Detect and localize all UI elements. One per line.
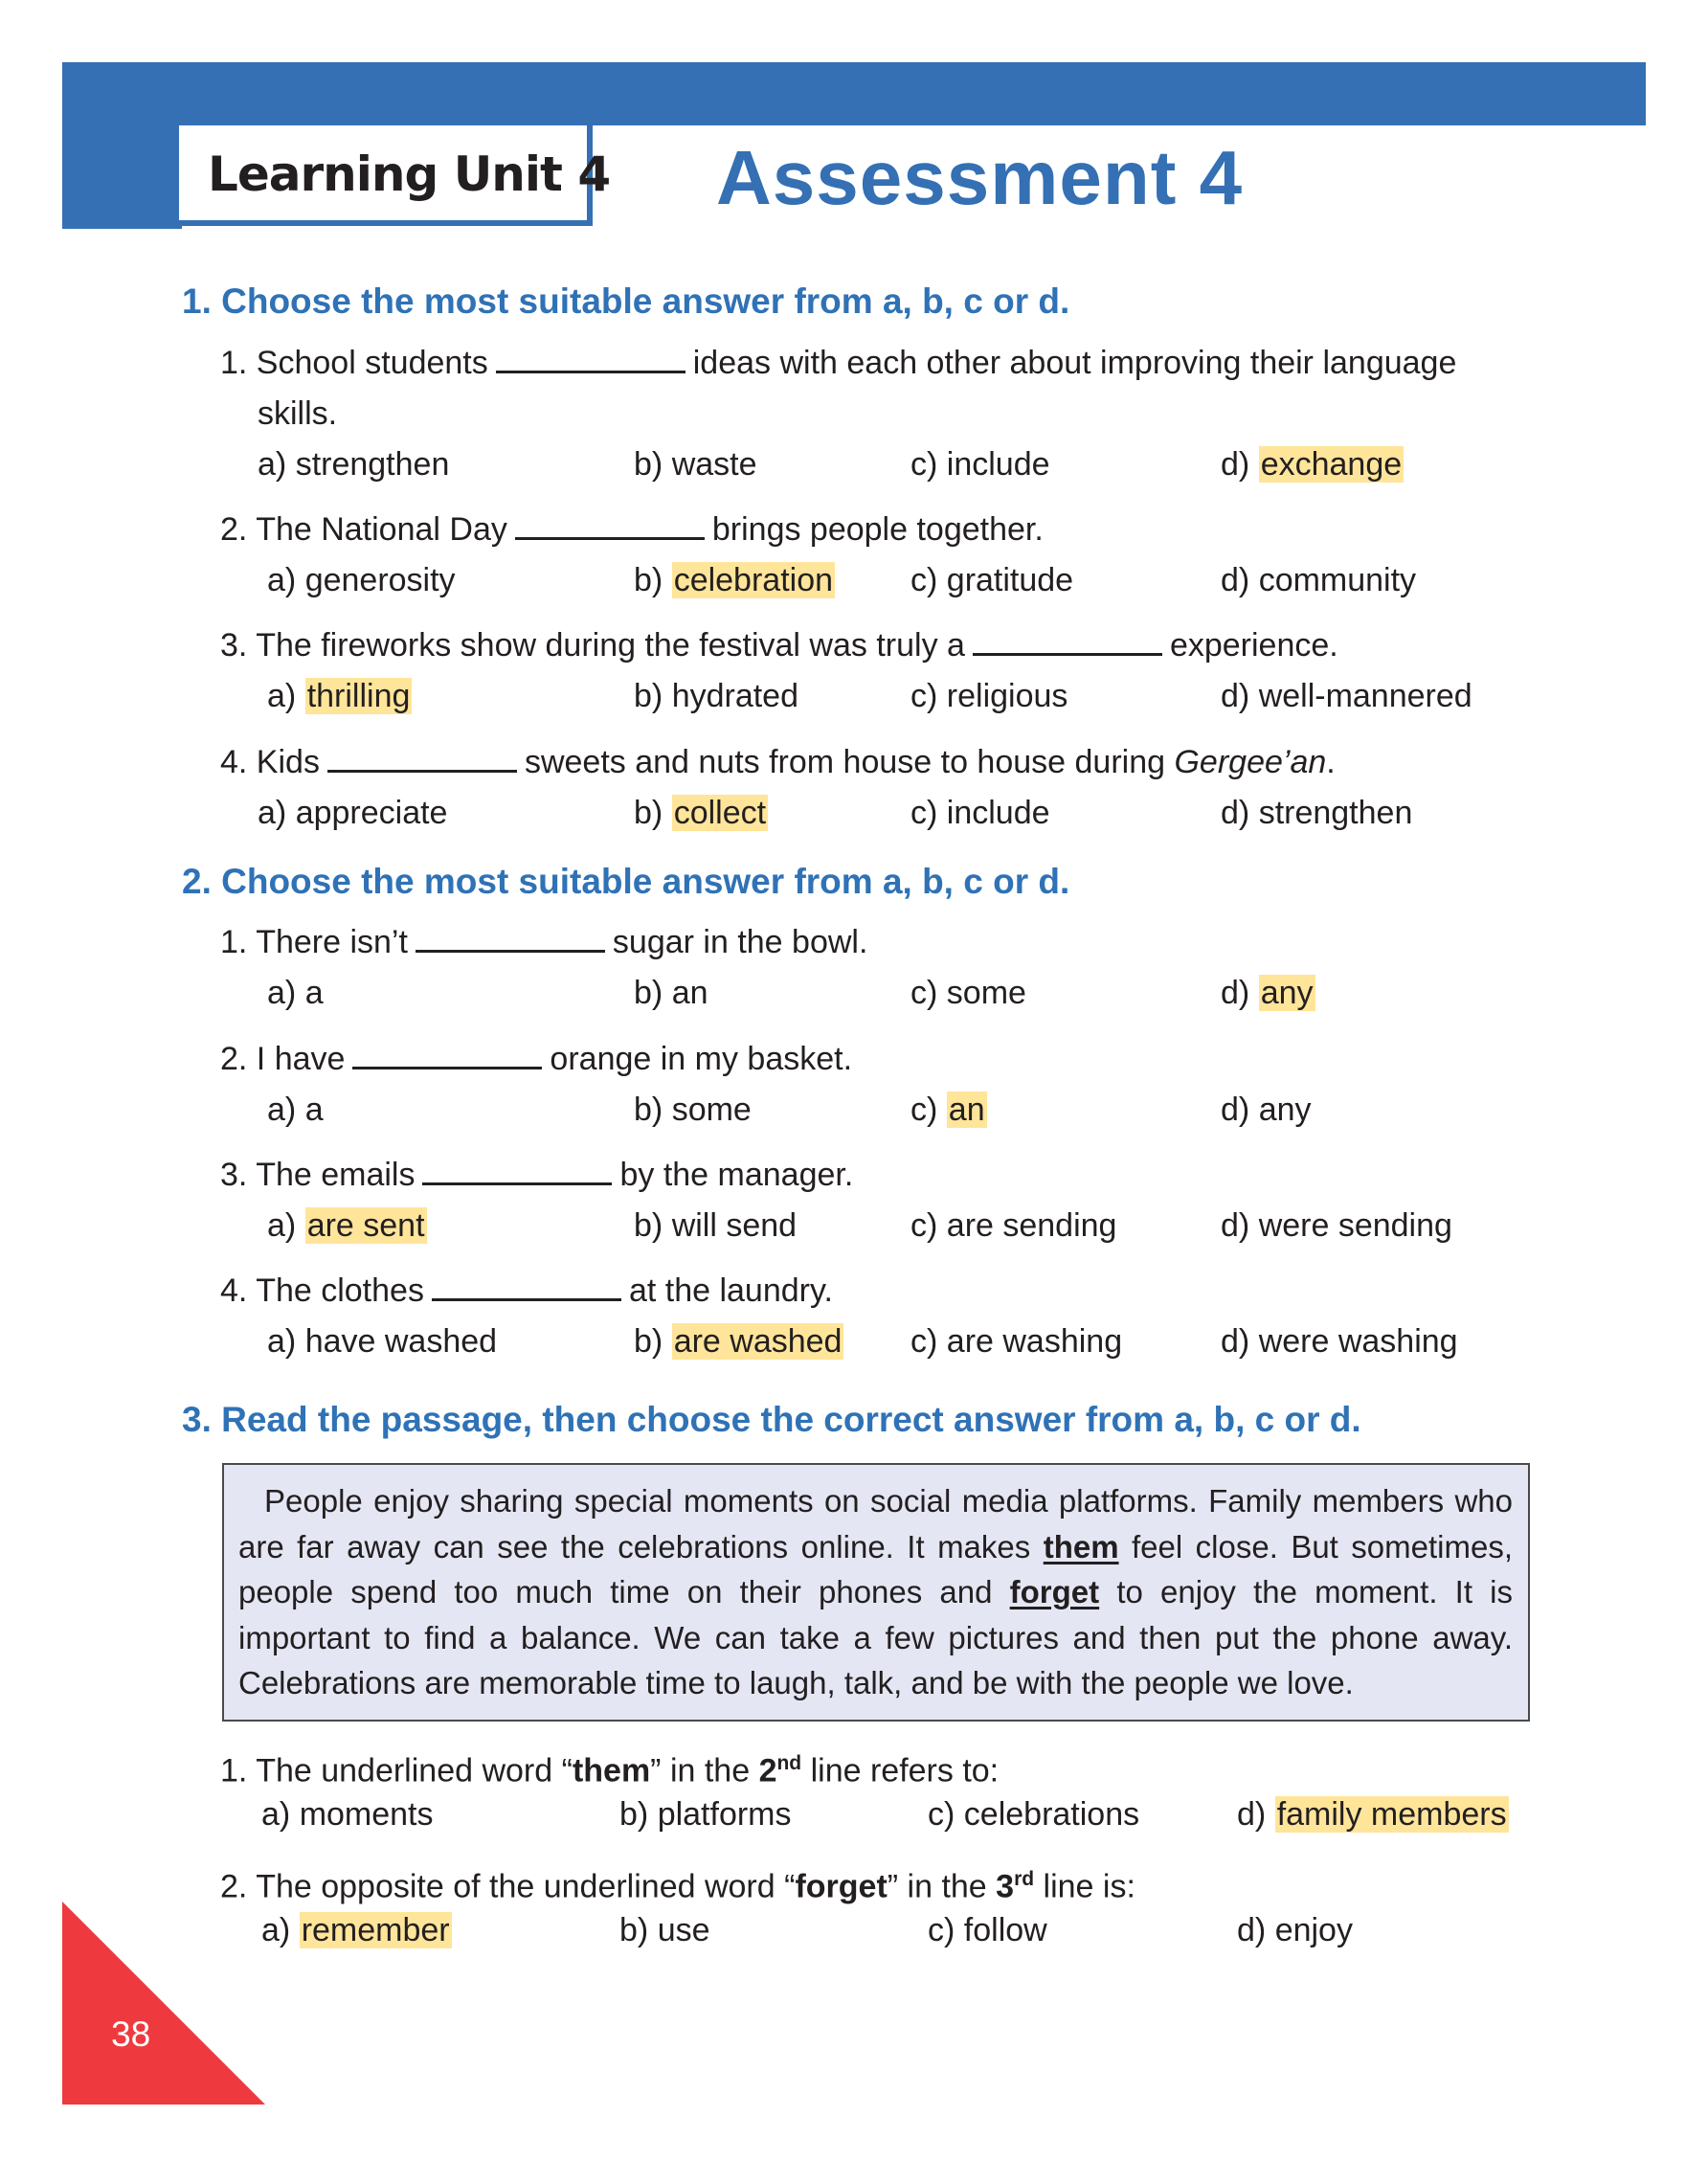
page-number: 38 [111,2015,151,2054]
option-b[interactable]: b) are washed [634,1323,843,1360]
s1-q3-options [0,672,1472,720]
highlighted-answer: remember [301,1912,450,1948]
option-b[interactable]: b) platforms [619,1796,792,1833]
s1-q1-stem-cont: skills. [258,395,338,432]
option-a[interactable]: a) generosity [267,562,456,598]
section-1-heading: 1. Choose the most suitable answer from a, b, c or d. [182,281,1070,321]
s2-q3-options [0,1202,1452,1249]
option-b[interactable]: b) use [619,1912,710,1948]
header-bar [62,62,1646,125]
option-b[interactable]: b) an [634,975,708,1011]
s2-q2-stem: 2. I have orange in my basket. [220,1041,853,1077]
option-c[interactable]: c) include [910,795,1050,831]
header-left-block [62,125,182,229]
answer-blank [515,510,705,540]
answer-blank [422,1156,612,1185]
s2-q3-stem: 3. The emails by the manager. [220,1157,854,1193]
option-d[interactable]: d) family members [1237,1796,1507,1833]
option-d[interactable]: d) community [1221,562,1417,598]
answer-blank [352,1040,542,1069]
option-a[interactable]: a) are sent [267,1207,425,1244]
highlighted-answer: celebration [673,562,834,598]
highlighted-answer: any [1260,975,1314,1011]
answer-blank [432,1272,621,1301]
passage-text: People enjoy sharing special moments on social media platforms. Family members who are far away can see the celebrations online. It makes them feel close. But sometimes, people spend too much time on their phones and forget to enjoy the moment. It is important to find a balance. We can take a few pictures and then put the phone away. Celebrations are memorable time to laugh, talk, and be with the people we love. [238,1483,1513,1700]
underlined-word-them: them [1043,1528,1119,1564]
option-c[interactable]: c) gratitude [910,562,1074,598]
s3-q1-options [0,1790,1507,1838]
s1-q3-stem: 3. The fireworks show during the festival was truly a experience. [220,627,1338,664]
highlighted-answer: family members [1276,1796,1507,1833]
s3-q2-stem: 2. The opposite of the underlined word “forget” in the 3rd line is: [220,1868,1135,1905]
option-c[interactable]: c) follow [928,1912,1047,1948]
option-c[interactable]: c) include [910,446,1050,483]
option-a[interactable]: a) moments [261,1796,434,1833]
highlighted-answer: thrilling [306,678,411,714]
highlighted-answer: are sent [306,1207,425,1244]
option-c[interactable]: c) an [910,1092,985,1128]
option-c[interactable]: c) religious [910,678,1068,714]
option-b[interactable]: b) celebration [634,562,834,598]
option-a[interactable]: a) thrilling [267,678,411,714]
option-a[interactable]: a) a [267,975,324,1011]
page-corner-triangle [62,1902,265,2105]
s1-q4-options [0,789,1413,837]
option-b[interactable]: b) collect [634,795,767,831]
option-c[interactable]: c) celebrations [928,1796,1140,1833]
option-b[interactable]: b) waste [634,446,757,483]
page-title: Assessment 4 [716,135,1244,220]
option-a[interactable]: a) strengthen [258,446,450,483]
s3-q1-stem: 1. The underlined word “them” in the 2nd line refers to: [220,1752,1000,1790]
option-d[interactable]: d) any [1221,1092,1312,1128]
s2-q2-options [0,1086,1340,1134]
option-d[interactable]: d) any [1221,975,1314,1011]
answer-blank [327,743,517,773]
unit-label-box [179,125,611,226]
s1-q1-options [0,440,1403,488]
s1-q2-options [0,556,1417,604]
highlighted-answer: exchange [1260,446,1403,483]
option-a[interactable]: a) have washed [267,1323,498,1360]
option-d[interactable]: d) were sending [1221,1207,1452,1244]
option-a[interactable]: a) remember [261,1912,450,1948]
option-a[interactable]: a) appreciate [258,795,448,831]
highlighted-answer: an [948,1092,985,1128]
option-a[interactable]: a) a [267,1092,324,1128]
s2-q1-stem: 1. There isn’t sugar in the bowl. [220,924,868,960]
answer-blank [973,626,1162,656]
option-c[interactable]: c) some [910,975,1026,1011]
s1-q1-stem: 1. School students ideas with each other about improving their language [220,345,1457,381]
s1-q2-stem: 2. The National Day brings people together. [220,511,1044,548]
option-b[interactable]: b) some [634,1092,752,1128]
s2-q4-stem: 4. The clothes at the laundry. [220,1272,833,1309]
highlighted-answer: are washed [673,1323,843,1360]
option-b[interactable]: b) will send [634,1207,798,1244]
option-d[interactable]: d) were washing [1221,1323,1458,1360]
s1-q4-stem: 4. Kids sweets and nuts from house to house during Gergee’an. [220,744,1336,780]
option-c[interactable]: c) are washing [910,1323,1123,1360]
s2-q4-options [0,1317,1458,1365]
s2-q1-options [0,969,1340,1017]
answer-blank [496,344,685,373]
section-3-heading: 3. Read the passage, then choose the correct answer from a, b, c or d. [182,1400,1361,1439]
option-b[interactable]: b) hydrated [634,678,799,714]
option-d[interactable]: d) enjoy [1237,1912,1353,1948]
option-d[interactable]: d) exchange [1221,446,1403,483]
option-c[interactable]: c) are sending [910,1207,1117,1244]
unit-label: Learning Unit 4 [208,146,611,202]
section-2-heading: 2. Choose the most suitable answer from a, b, c or d. [182,862,1070,901]
highlighted-answer: collect [673,795,767,831]
option-d[interactable]: d) strengthen [1221,795,1413,831]
option-d[interactable]: d) well-mannered [1221,678,1472,714]
underlined-word-forget: forget [1009,1574,1100,1609]
reading-passage [222,1463,1530,1722]
answer-blank [416,923,605,953]
